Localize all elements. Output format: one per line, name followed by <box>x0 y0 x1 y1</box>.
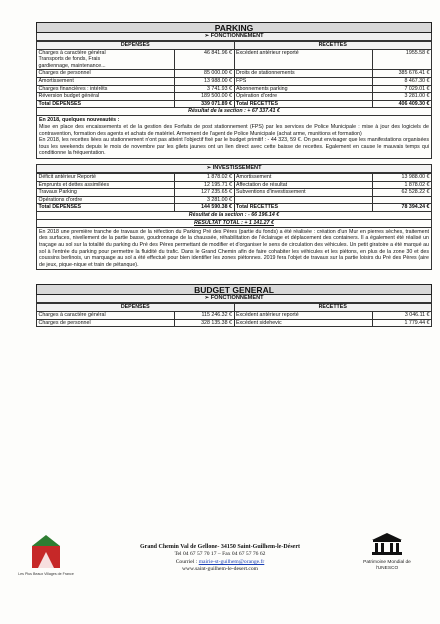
footer-email-prefix: Courriel : <box>175 558 199 565</box>
note-2018 <box>36 116 432 159</box>
total-label: Total RECETTES <box>234 100 372 108</box>
note-heading: En 2018, quelques nouveautés : <box>39 117 120 124</box>
cell-value: 12 195.71 € <box>175 181 234 189</box>
cell-value: 3 741.93 € <box>175 85 234 93</box>
cell-value: 8 467.30 € <box>372 77 431 85</box>
parking-investissement-table <box>36 173 432 212</box>
unesco-logo-text: Patrimoine Mondial de l'UNESCO <box>363 560 411 571</box>
cell-label: Charges de personnel <box>37 70 175 78</box>
note-paragraph: En 2018, les recettes liées au stationnement n'ont pas atteint l'objectif fixé par le budget primitif : - 44 323, 59 €. On peut envisager que les manifestations organisées tous les weekends depuis le mois de novembre par les gilets jaunes ont un lien direct avec cette baisse de recettes. Egalement en cause le mauvais temps qui conditionne la fréquentation. <box>39 137 429 157</box>
cell-label: Charges financières : intérêts <box>37 85 175 93</box>
table-row <box>37 173 432 181</box>
total-label: Total DEPENSES <box>37 204 175 212</box>
total-value: 406 409.30 € <box>372 100 431 108</box>
footer-address: Grand Chemin Val de Gellone- 34150 Saint-Guilhem-le-Désert <box>140 544 300 550</box>
total-value: 144 590.38 € <box>175 204 234 212</box>
cell-label: Charges de personnel <box>37 319 175 327</box>
table-row <box>37 77 432 85</box>
page-footer <box>0 528 440 624</box>
budget-fonctionnement-label: ➢ FONCTIONNEMENT <box>36 295 432 303</box>
note-paragraph: Mise en place des encaissements et de la gestion des Forfaits de post stationnement (FPS) par les services de Police Municipale : mise à jour des logiciels de contravention, formation des agents et achats de matériel. Armement de l'agent de Police Municipale (achat arme, munitions et formation) <box>39 123 429 137</box>
cell-value: 189 500.00 € <box>175 93 234 101</box>
table-row <box>37 93 432 101</box>
total-row <box>37 100 432 108</box>
footer-phone: Tel 04 67 57 70 17 – Fax 04 67 57 76 62 <box>174 551 266 558</box>
cell-label: FPS <box>234 77 372 85</box>
cell-label: Droits de stationnements <box>234 70 372 78</box>
table-row <box>37 70 432 78</box>
cell-value <box>372 196 431 204</box>
cell-label: Opérations d'ordre <box>37 196 175 204</box>
cell-label: Charges à caractère général <box>37 312 175 320</box>
budget-general-title: BUDGET GENERAL <box>36 284 432 295</box>
cell-label: Excédent sidehevic <box>234 319 372 327</box>
depenses-header: DEPENSES <box>37 42 235 50</box>
recettes-header: RECETTES <box>234 304 432 312</box>
table-row <box>37 312 432 320</box>
cell-value: 13 988.00 € <box>372 173 431 181</box>
total-label: Total RECETTES <box>234 204 372 212</box>
cell-label: Amortissement <box>37 77 175 85</box>
section-result: Résultat de la section : + 67 337.41 € <box>36 108 432 116</box>
cell-label: Affectation de résultat <box>234 181 372 189</box>
parking-title: PARKING <box>36 22 432 33</box>
footer-email-line <box>100 559 340 566</box>
cell-value: 3 281.00 € <box>372 93 431 101</box>
total-value: 339 071.89 € <box>175 100 234 108</box>
cell-value: 1 878.02 € <box>175 173 234 181</box>
cell-value: 85 000.00 € <box>175 70 234 78</box>
footer-website[interactable]: www.saint-guilhem-le-desert.com <box>181 566 259 573</box>
cell-label: Réversion budget général <box>37 93 175 101</box>
table-row <box>37 49 432 70</box>
table-row <box>37 319 432 327</box>
cell-value: 385 676.41 € <box>372 70 431 78</box>
cell-label <box>234 196 372 204</box>
cell-value: 328 135.38 € <box>175 319 234 327</box>
table-row <box>37 189 432 197</box>
cell-value: 62 528.22 € <box>372 189 431 197</box>
report-content <box>36 22 432 612</box>
cell-value: 13 988.00 € <box>175 77 234 85</box>
cell-label: Charges à caractère général Transports de fonds, Frais gardiennage, maintenance... <box>37 49 175 70</box>
cell-label: Déficit antérieur Reporté <box>37 173 175 181</box>
cell-label: Abonnements parking <box>234 85 372 93</box>
cell-value: 1 878.02 € <box>372 181 431 189</box>
village-logo-icon <box>26 532 66 572</box>
total-result: RESULTAT TOTAL : + 1 141.27 € <box>36 220 432 228</box>
total-row <box>37 204 432 212</box>
cell-label: Emprunts et dettes assimilées <box>37 181 175 189</box>
table-row <box>37 196 432 204</box>
note-paragraph: En 2018 une première tranche de travaux de la réfection du Parking Pré des Pères (partie du fonds) a été réalisée : création d'un Mur en pierres sèches, traitement des surfaces, nivellement de la partie basse, goudronnage de la chaussée, réhabilitation de l'éclairage et déplacement des containers. Il a également été réalisé un traçage au sol sur la totalité du parking du Pré des Pères permettant de modifier et d'organiser le sens de circulation des véhicules. Un petit giratoire a été marqué au sol à l'entrée du parking pour permettre la fluidité du trafic. Dans le Grand Chemin afin de faire cohabiter les véhicules et les piétons, en plus de la zone 30 et des coussins berlinois, un marquage au sol a été effectué pour bien identifier les zones piétonnes. 2019 fera l'objet de travaux sur la partie loisirs du Pré des Pères (aire de jeux, pique-nique et train de pétanque). <box>39 228 429 268</box>
cell-value: 3 281.00 € <box>175 196 234 204</box>
cell-value: 7 029.01 € <box>372 85 431 93</box>
cell-value: 46 841.96 € <box>175 49 234 70</box>
budget-fonctionnement-table <box>36 303 432 327</box>
recettes-header: RECETTES <box>234 42 432 50</box>
unesco-temple-icon <box>370 532 404 556</box>
footer-email-link[interactable]: mairie-st-guilhem@orange.fr <box>198 558 265 565</box>
cell-value: 1955.58 € <box>372 49 431 70</box>
cell-value: 3 046.11 € <box>372 312 431 320</box>
total-label: Total DEPENSES <box>37 100 175 108</box>
cell-label: Excédent antérieur reporté <box>234 312 372 320</box>
table-row <box>37 181 432 189</box>
cell-label: Opération d'ordre <box>234 93 372 101</box>
parking-fonctionnement-table <box>36 41 432 108</box>
footer-address-block <box>100 544 340 574</box>
cell-label: Amortissement <box>234 173 372 181</box>
cell-label: Excédent antérieur reporté <box>234 49 372 70</box>
cell-value: 1 779.44 € <box>372 319 431 327</box>
parking-investissement-label: ➢ INVESTISSEMENT <box>36 164 432 173</box>
section-result: Résultat de la section : - 66 196.14 € <box>36 212 432 220</box>
cell-label: Travaux Parking <box>37 189 175 197</box>
cell-label: Subventions d'investissement <box>234 189 372 197</box>
depenses-header: DEPENSES <box>37 304 235 312</box>
cell-value: 127 235.65 € <box>175 189 234 197</box>
table-row <box>37 85 432 93</box>
parking-fonctionnement-label: ➢ FONCTIONNEMENT <box>36 33 432 41</box>
note-travaux <box>36 228 432 271</box>
cell-value: 115 246.32 € <box>175 312 234 320</box>
village-logo-text: Les Plus Beaux Villages de France <box>18 572 74 576</box>
total-value: 78 394.24 € <box>372 204 431 212</box>
